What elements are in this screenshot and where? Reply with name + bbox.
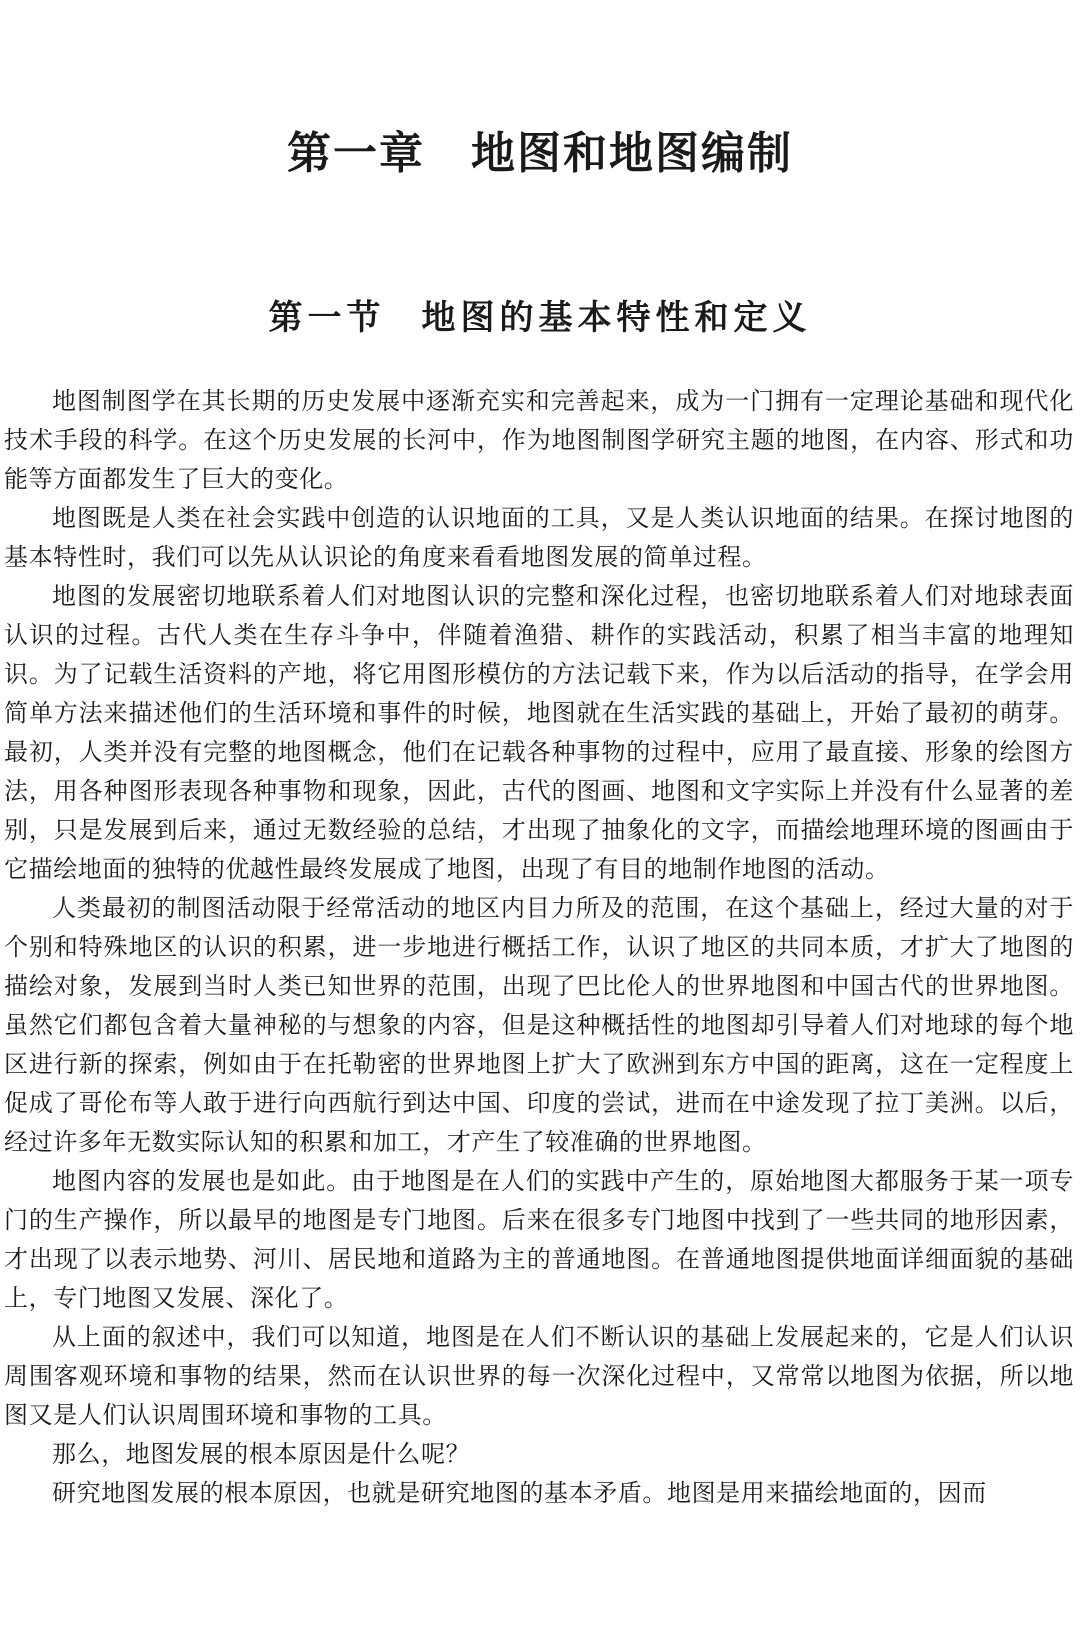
paragraph-3: 地图的发展密切地联系着人们对地图认识的完整和深化过程，也密切地联系着人们对地球表面认识的过程。古代人类在生存斗争中，伴随着渔猎、耕作的实践活动，积累了相当丰富的地理知识。为了记载生活资料的产地，将它用图形模仿的方法记载下来，作为以后活动的指导，在学会用简单方法来描述他们的生活环境和事件的时候，地图就在生活实践的基础上，开始了最初的萌芽。最初，人类并没有完整的地图概念，他们在记载各种事物的过程中，应用了最直接、形象的绘图方法，用各种图形表现各种事物和现象，因此，古代的图画、地图和文字实际上并没有什么显著的差别，只是发展到后来，通过无数经验的总结，才出现了抽象化的文字，而描绘地理环境的图画由于它描绘地面的独特的优越性最终发展成了地图，出现了有目的地制作地图的活动。 bbox=[4, 582, 1074, 883]
paragraph-2: 地图既是人类在社会实践中创造的认识地面的工具，又是人类认识地面的结果。在探讨地图的基本特性时，我们可以先从认识论的角度来看看地图发展的简单过程。 bbox=[4, 504, 1074, 571]
paragraph-1: 地图制图学在其长期的历史发展中逐渐充实和完善起来，成为一门拥有一定理论基础和现代化技术手段的科学。在这个历史发展的长河中，作为地图制图学研究主题的地图，在内容、形式和功能等方面都发生了巨大的变化。 bbox=[4, 387, 1074, 493]
paragraph-8: 研究地图发展的根本原因，也就是研究地图的基本矛盾。地图是用来描绘地面的，因而 bbox=[52, 1479, 987, 1507]
chapter-heading bbox=[0, 128, 1080, 181]
paragraph-6: 从上面的叙述中，我们可以知道，地图是在人们不断认识的基础上发展起来的，它是人们认识周围客观环境和事物的结果，然而在认识世界的每一次深化过程中，又常常以地图为依据，所以地图又是人们认识周围环境和事物的工具。 bbox=[4, 1323, 1074, 1429]
chapter-number: 第一章 bbox=[287, 128, 425, 179]
paragraph-5: 地图内容的发展也是如此。由于地图是在人们的实践中产生的，原始地图大都服务于某一项专门的生产操作，所以最早的地图是专门地图。后来在很多专门地图中找到了一些共同的地形因素，才出现了以表示地势、河川、居民地和道路为主的普通地图。在普通地图提供地面详细面貌的基础上，专门地图又发展、深化了。 bbox=[4, 1167, 1074, 1312]
chapter-title: 地图和地图编制 bbox=[471, 128, 793, 179]
section-heading bbox=[0, 298, 1080, 339]
section-title: 地图的基本特性和定义 bbox=[421, 298, 812, 338]
section-number: 第一节 bbox=[268, 298, 386, 338]
paragraph-7: 那么，地图发展的根本原因是什么呢？ bbox=[52, 1440, 471, 1468]
body-text bbox=[4, 382, 1074, 1513]
paragraph-4: 人类最初的制图活动限于经常活动的地区内目力所及的范围，在这个基础上，经过大量的对于个别和特殊地区的认识的积累，进一步地进行概括工作，认识了地区的共同本质，才扩大了地图的描绘对象，发展到当时人类已知世界的范围，出现了巴比伦人的世界地图和中国古代的世界地图。虽然它们都包含着大量神秘的与想象的内容，但是这种概括性的地图却引导着人们对地球的每个地区进行新的探索，例如由于在托勒密的世界地图上扩大了欧洲到东方中国的距离，这在一定程度上促成了哥伦布等人敢于进行向西航行到达中国、印度的尝试，进而在中途发现了拉丁美洲。以后，经过许多年无数实际认知的积累和加工，才产生了较准确的世界地图。 bbox=[4, 894, 1074, 1156]
